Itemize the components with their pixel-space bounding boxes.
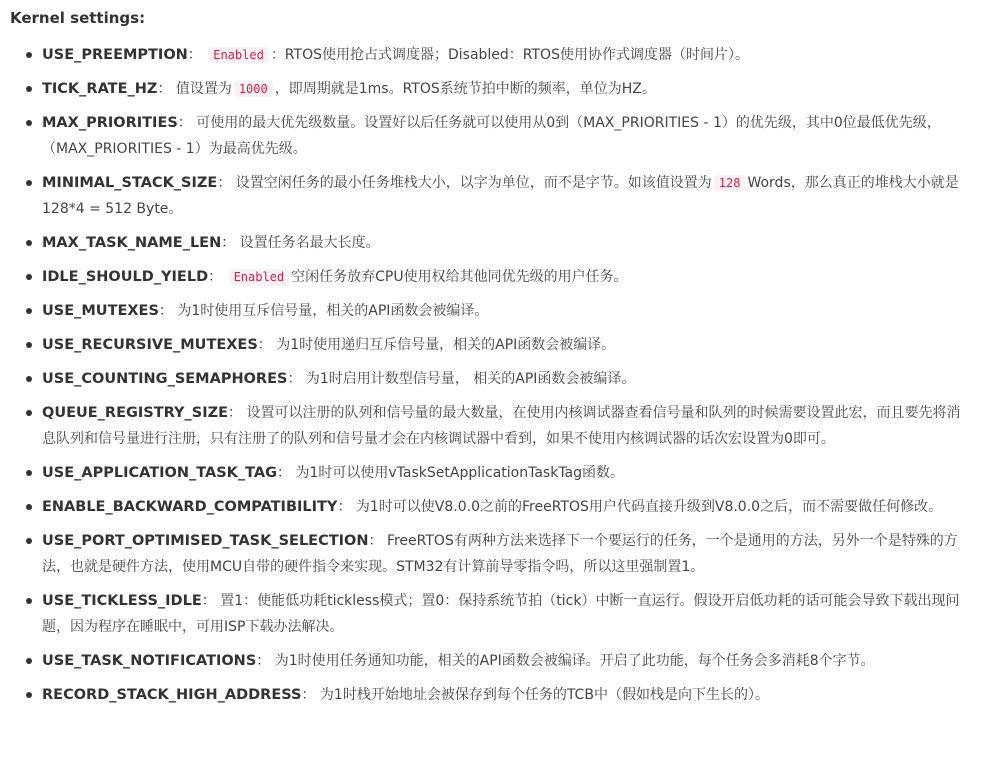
setting-description: 为1时栈开始地址会被保存到每个任务的TCB中（假如栈是向下生长的）。	[319, 687, 769, 703]
list-item	[42, 366, 969, 392]
separator: ：	[177, 115, 197, 131]
setting-key: RECORD_STACK_HIGH_ADDRESS	[42, 687, 302, 703]
list-item	[42, 264, 969, 290]
list-item	[42, 332, 969, 358]
separator: ：	[228, 405, 247, 421]
setting-description: ：RTOS使用抢占式调度器；Disabled：RTOS使用协作式调度器（时间片）。	[270, 47, 749, 63]
list-item	[42, 230, 969, 256]
separator: ：	[337, 499, 356, 515]
setting-description: 为1时可以使V8.0.0之前的FreeRTOS用户代码直接升级到V8.0.0之后，而不需要做任何修改。	[355, 499, 943, 515]
inline-code: Enabled	[208, 47, 269, 63]
separator: ：	[201, 593, 221, 609]
list-item	[42, 682, 969, 708]
setting-description-prefix: 设置空闲任务的最小任务堆栈大小，以字为单位，而不是字节。如该值设置为	[235, 175, 712, 191]
setting-description: 为1时使用任务通知功能，相关的API函数会被编译。开启了此功能，每个任务会多消耗8个字节。	[274, 653, 875, 669]
separator: ：	[158, 303, 178, 319]
separator: ：	[368, 533, 387, 549]
list-item	[42, 494, 969, 520]
setting-key: USE_COUNTING_SEMAPHORES	[42, 371, 288, 387]
separator: ：	[217, 175, 236, 191]
inline-code: Enabled	[229, 269, 290, 285]
setting-key: USE_TICKLESS_IDLE	[42, 593, 202, 609]
list-item	[42, 528, 969, 580]
setting-description: 为1时可以使用vTaskSetApplicationTaskTag函数。	[295, 465, 625, 481]
setting-description: 可使用的最大优先级数量。设置好以后任务就可以使用从0到（MAX_PRIORITIES - 1）的优先级，其中0位最低优先级，（MAX_PRIORITIES - 1）为最高优先级。	[42, 115, 941, 157]
setting-key: MINIMAL_STACK_SIZE	[42, 175, 218, 191]
setting-key: ENABLE_BACKWARD_COMPATIBILITY	[42, 499, 338, 515]
setting-description: 为1时使用递归互斥信号量，相关的API函数会被编译。	[276, 337, 616, 353]
separator: ：	[208, 269, 227, 285]
separator: ：	[187, 47, 207, 63]
setting-key: USE_PREEMPTION	[42, 47, 188, 63]
list-item	[42, 298, 969, 324]
setting-key: TICK_RATE_HZ	[42, 81, 158, 97]
setting-key: MAX_TASK_NAME_LEN	[42, 235, 222, 251]
section-title: Kernel settings:	[10, 9, 146, 27]
setting-description: 置1：使能低功耗tickless模式；置0：保持系统节拍（tick）中断一直运行。假设开启低功耗的话可能会导致下载出现问题，因为程序在睡眠中，可用ISP下载办法解决。	[42, 593, 960, 635]
setting-description: 为1时使用互斥信号量，相关的API函数会被编译。	[177, 303, 489, 319]
list-item	[42, 648, 969, 674]
separator: ：	[157, 81, 176, 97]
setting-description: ，即周期就是1ms。RTOS系统节拍中断的频率，单位为HZ。	[274, 81, 656, 97]
settings-list	[10, 42, 969, 708]
setting-key: IDLE_SHOULD_YIELD	[42, 269, 209, 285]
separator: ：	[301, 687, 320, 703]
list-item	[42, 76, 969, 102]
setting-description: Words，那么真正的堆栈大小就是 128*4 = 512 Byte。	[42, 175, 959, 217]
separator: ：	[277, 465, 296, 481]
list-item	[42, 400, 969, 452]
setting-key: USE_TASK_NOTIFICATIONS	[42, 653, 257, 669]
setting-key: USE_MUTEXES	[42, 303, 159, 319]
separator: ：	[256, 653, 275, 669]
setting-description: 为1时启用计数型信号量， 相关的API函数会被编译。	[305, 371, 636, 387]
setting-description: FreeRTOS有两种方法来选择下一个要运行的任务，一个是通用的方法，另外一个是特殊的方法，也就是硬件方法，使用MCU自带的硬件指令来实现。STM32有计算前导零指令吗，所以这里强制置1。	[42, 533, 958, 575]
setting-key: USE_PORT_OPTIMISED_TASK_SELECTION	[42, 533, 369, 549]
list-item	[42, 588, 969, 640]
list-item	[42, 110, 969, 162]
inline-code: 1000	[234, 81, 273, 97]
setting-key: USE_RECURSIVE_MUTEXES	[42, 337, 258, 353]
setting-description: 设置任务名最大长度。	[239, 235, 380, 251]
separator: ：	[287, 371, 306, 387]
list-item	[42, 170, 969, 222]
setting-key: QUEUE_REGISTRY_SIZE	[42, 405, 229, 421]
setting-key: USE_APPLICATION_TASK_TAG	[42, 465, 278, 481]
setting-key: MAX_PRIORITIES	[42, 115, 178, 131]
separator: ：	[257, 337, 277, 353]
list-item	[42, 42, 969, 68]
list-item	[42, 460, 969, 486]
setting-description-prefix: 值设置为	[175, 81, 232, 97]
inline-code: 128	[714, 175, 746, 191]
setting-description: 设置可以注册的队列和信号量的最大数量，在使用内核调试器查看信号量和队列的时候需要设置此宏，而且要先将消息队列和信号量进行注册，只有注册了的队列和信号量才会在内核调试器中看到，如果不使用内核调试器的话次宏设置为0即可。	[42, 405, 961, 447]
setting-description: 空闲任务放弃CPU使用权给其他同优先级的用户任务。	[291, 269, 628, 285]
separator: ：	[221, 235, 240, 251]
